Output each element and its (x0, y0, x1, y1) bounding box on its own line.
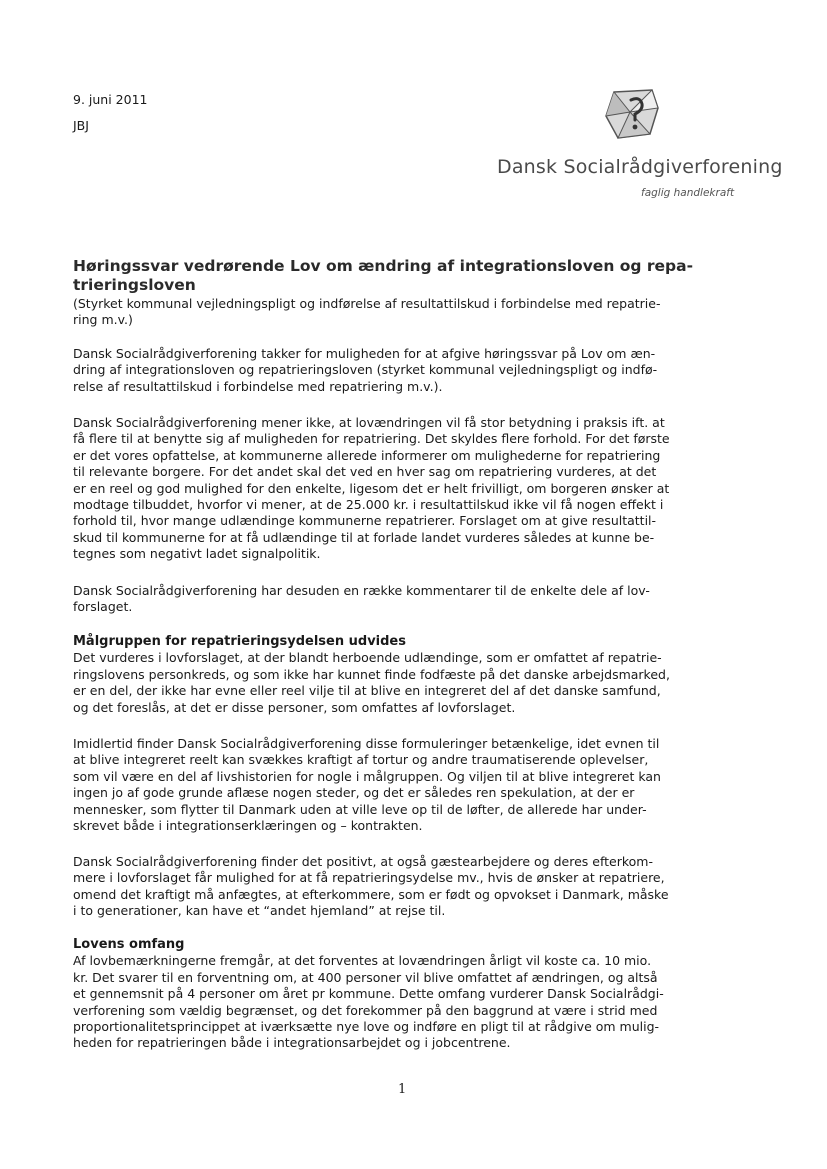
text-line: Af lovbemærkningerne fremgår, at det forventes at lovændringen årligt vil koste ca. 10 mio. (73, 953, 652, 969)
page-number: 1 (398, 1082, 407, 1097)
text-line: er en reel og god mulighed for den enkelte, ligesom det er helt frivilligt, om borgeren ønsker at (73, 480, 670, 496)
text-line: forhold til, hvor mange udlændinge kommunerne repatrierer. Forslaget om at give resultattil- (73, 513, 657, 529)
organization-tagline: faglig handlekraft (641, 187, 735, 199)
organization-name: Dansk Socialrådgiverforening (497, 156, 783, 178)
organization-logo (600, 86, 664, 142)
text-line: Dansk Socialrådgiverforening mener ikke, at lovændringen vil få stor betydning i praksis ift. at (73, 415, 665, 430)
title-line: Høringssvar vedrørende Lov om ændring af integrationsloven og repa- (73, 257, 694, 275)
paragraph-concerns (73, 736, 741, 834)
paragraph-assessment (73, 415, 741, 563)
text-line: modtage tilbuddet, hvorfor vi mener, at de 25.000 kr. i resultattilskud ikke vil få nogen effekt i (73, 497, 664, 513)
text-line: Dansk Socialrådgiverforening finder det positivt, at også gæstearbejdere og deres efterkom- (73, 854, 653, 869)
text-line: mennesker, som flytter til Danmark uden at ville leve op til de løfter, de allerede har under- (73, 801, 647, 817)
text-line: til relevante borgere. For det andet skal det ved en hver sag om repatriering vurderes, at det (73, 464, 657, 480)
text-line: Det vurderes i lovforslaget, at der blandt herboende udlændinge, som er omfattet af repatrie- (73, 650, 662, 666)
text-line: er en del, der ikke har evne eller reel vilje til at blive en integreret del af det danske samfund, (73, 683, 661, 699)
subtitle-line: ring m.v.) (73, 312, 133, 328)
text-line: som vil være en del af livshistorien for nogle i målgruppen. Og viljen til at blive integreret kan (73, 768, 661, 784)
author-initials: JBJ (73, 118, 89, 133)
text-line: proportionalitetsprincippet at iværksætte nye love og indføre en pligt til at rådgive om mulig- (73, 1019, 660, 1035)
text-line: verforening som vældig begrænset, og det forekommer på den baggrund at være i strid med (73, 1002, 658, 1018)
text-line: forslaget. (73, 599, 133, 615)
text-line: ingen jo af gode grunde aflæse nogen steder, og det er således ren spekulation, at der er (73, 785, 635, 801)
text-line: et gennemsnit på 4 personer om året pr kommune. Dette omfang vurderer Dansk Socialrådgi- (73, 986, 664, 1002)
document-title (73, 257, 741, 295)
text-line: få flere til at benytte sig af muligheden for repatriering. Det skyldes flere forhold. For det første (73, 431, 670, 447)
section-target-group (73, 634, 741, 716)
text-line: Dansk Socialrådgiverforening har desuden en række kommentarer til de enkelte dele af lov- (73, 583, 650, 598)
text-line: dring af integrationsloven og repatrieringsloven (styrket kommunal vejledningspligt og indfø- (73, 362, 658, 378)
document-subtitle (73, 296, 741, 329)
text-line: Imidlertid finder Dansk Socialrådgiverforening disse formuleringer betænkelige, idet evnen til (73, 736, 660, 751)
text-line: relse af resultattilskud i forbindelse med repatriering m.v.). (73, 378, 443, 394)
text-line: og det foreslås, at det er disse personer, som omfattes af lovforslaget. (73, 699, 516, 715)
text-line: i to generationer, kan have et “andet hjemland” at rejse til. (73, 903, 446, 919)
text-line: mere i lovforslaget får mulighed for at få repatrieringsydelse mv., hvis de ønsker at repatriere, (73, 870, 665, 886)
title-line: trieringsloven (73, 276, 196, 294)
section-scope (73, 937, 741, 1052)
section-heading: Målgruppen for repatrieringsydelsen udvides (73, 634, 406, 649)
text-line: ringslovens personkreds, og som ikke har kunnet finde fodfæste på det danske arbejdsmarked, (73, 666, 670, 682)
paragraph-comments (73, 583, 741, 616)
text-line: tegnes som negativt ladet signalpolitik. (73, 546, 321, 562)
text-line: omend det kraftigt må anfægtes, at efterkommere, som er født og opvokset i Danmark, måske (73, 886, 669, 902)
document-date: 9. juni 2011 (73, 92, 148, 107)
text-line: heden for repatrieringen både i integrationsarbejdet og i jobcentrene. (73, 1035, 511, 1051)
paragraph-guest-workers (73, 854, 741, 920)
text-line: kr. Det svarer til en forventning om, at 400 personer vil blive omfattet af ændringen, og altså (73, 969, 658, 985)
text-line: at blive integreret reelt kan svækkes kraftigt af tortur og andre traumatiserende oplevelser, (73, 752, 649, 768)
section-heading: Lovens omfang (73, 937, 185, 952)
text-line: skud til kommunerne for at få udlændinge til at forlade landet vurderes således at kunne be- (73, 529, 655, 545)
paragraph-intro (73, 346, 741, 395)
subtitle-line: (Styrket kommunal vejledningspligt og indførelse af resultattilskud i forbindelse med repatrie- (73, 296, 661, 311)
text-line: skrevet både i integrationserklæringen og – kontrakten. (73, 818, 423, 834)
text-line: Dansk Socialrådgiverforening takker for muligheden for at afgive høringssvar på Lov om æn- (73, 346, 656, 361)
text-line: er det vores opfattelse, at kommunerne allerede informerer om mulighederne for repatriering (73, 447, 661, 463)
